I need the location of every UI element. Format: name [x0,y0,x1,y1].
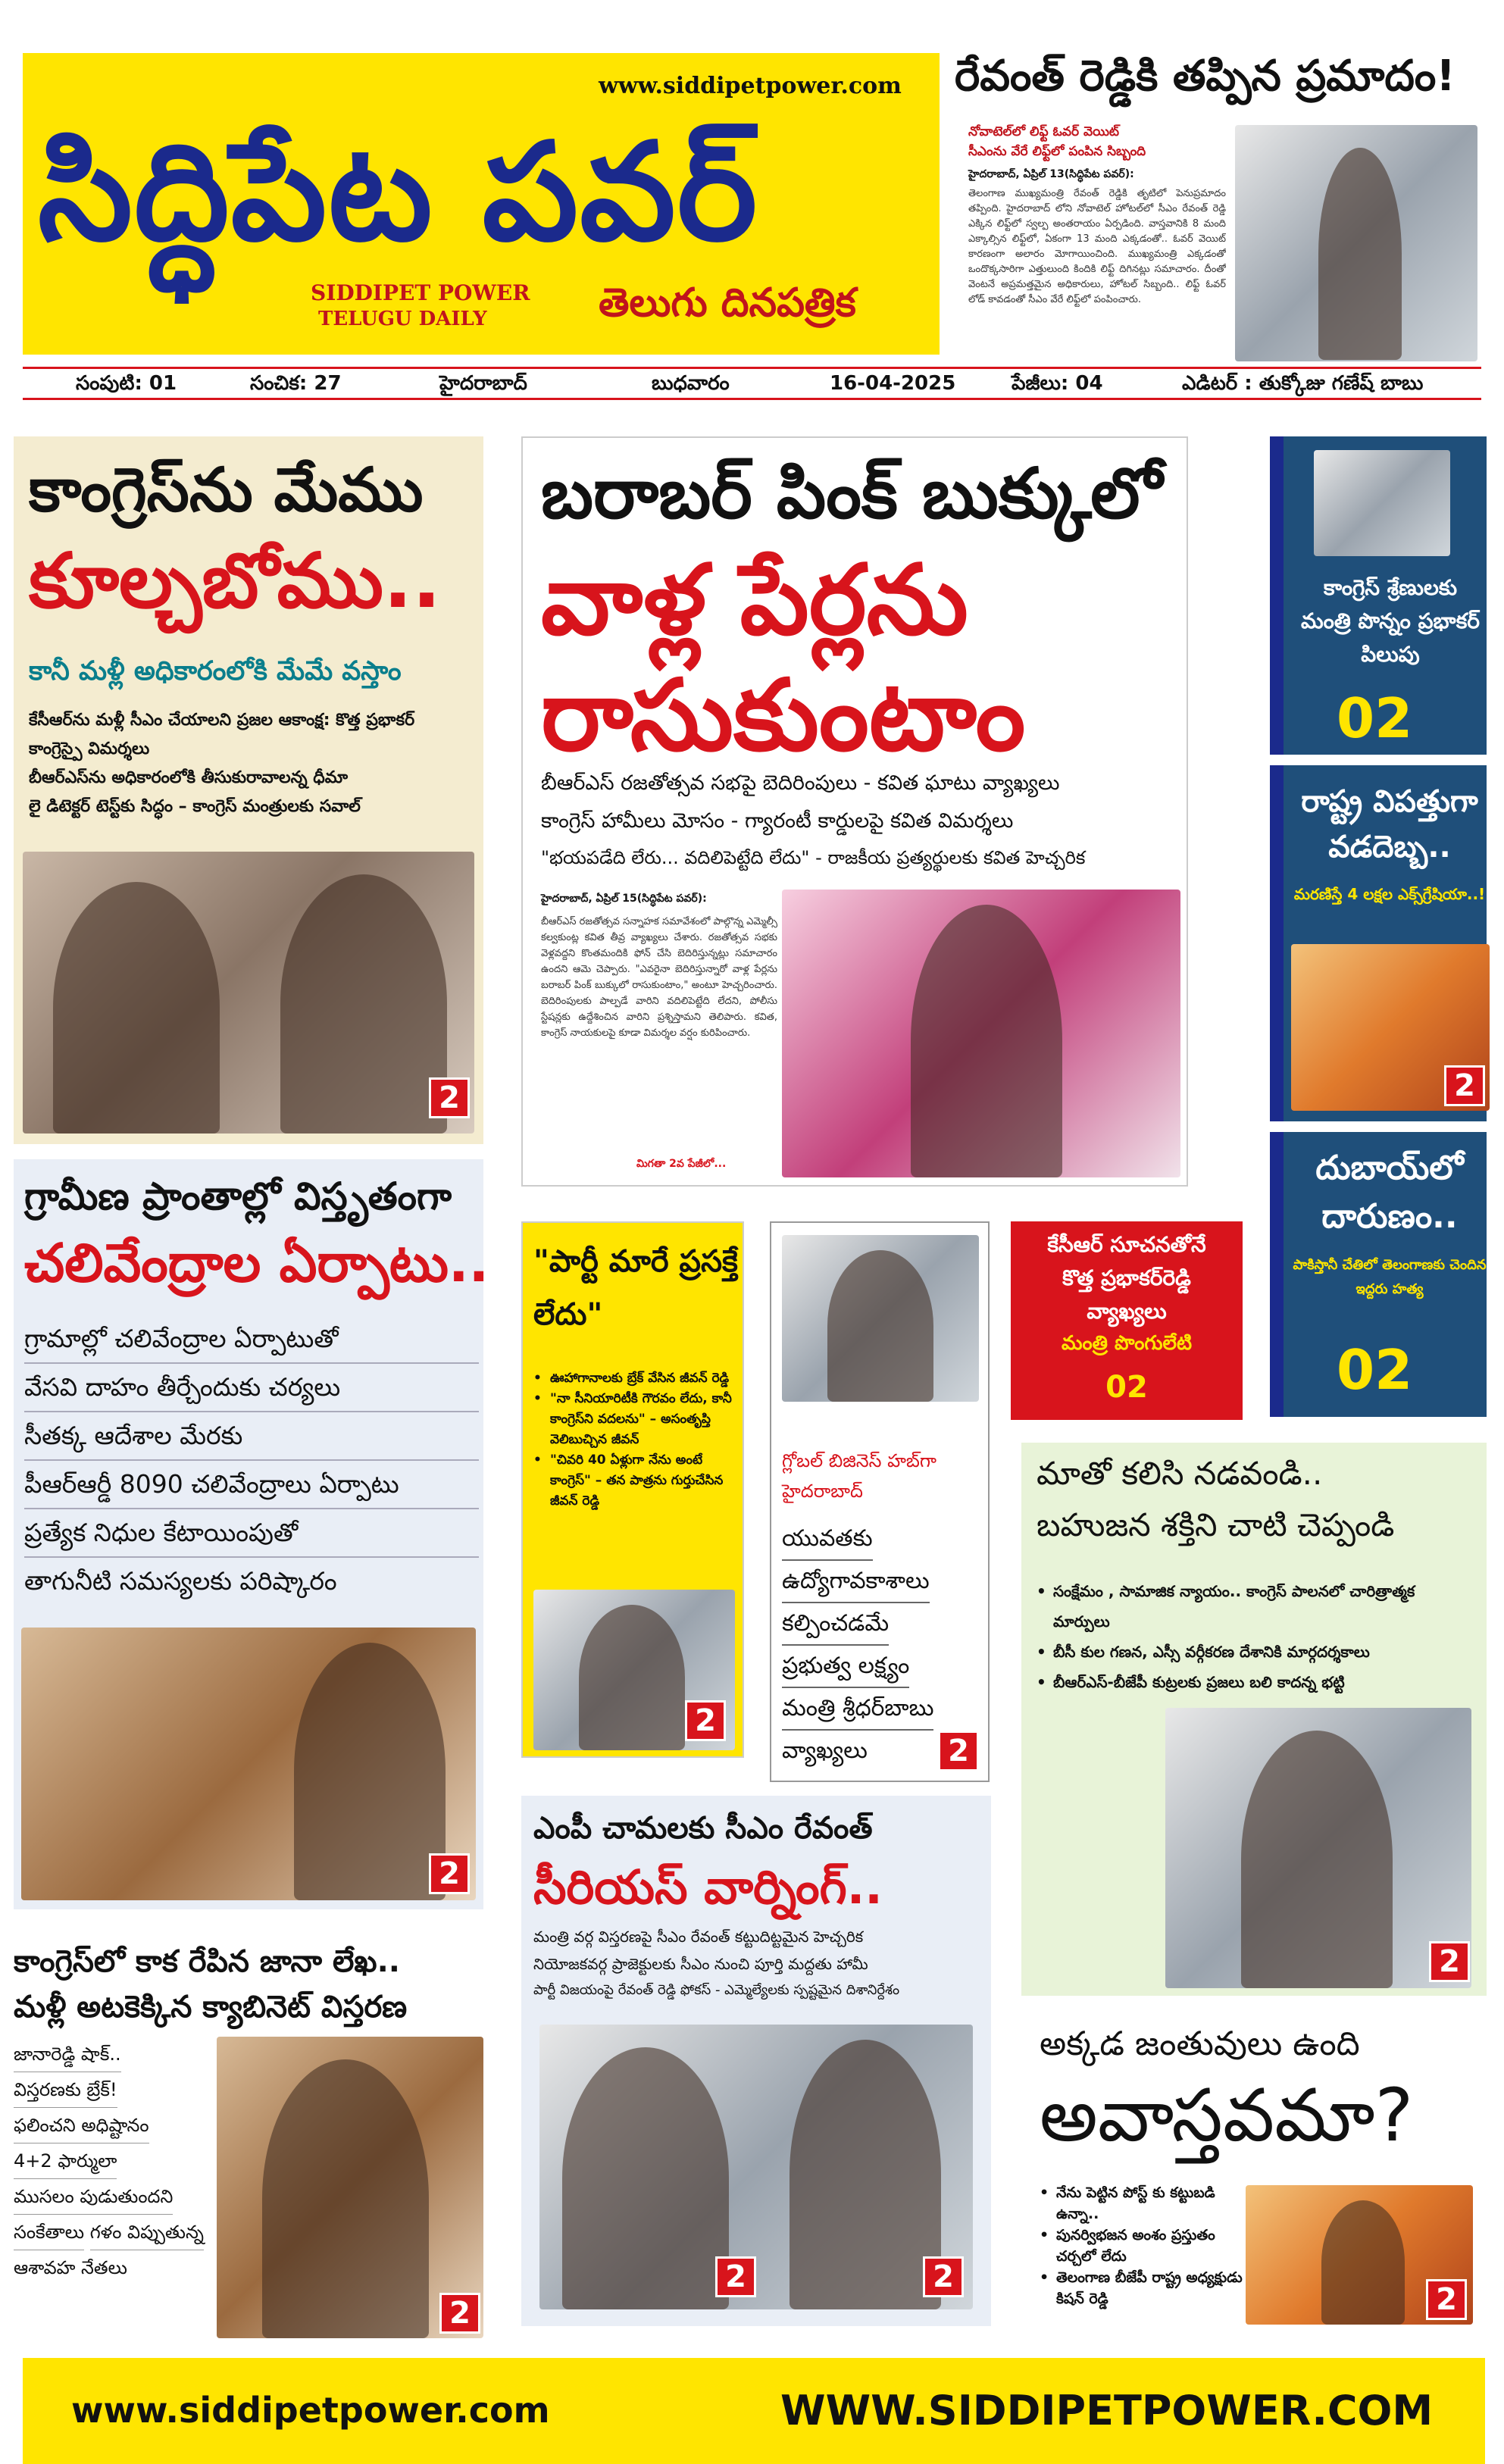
right-col-heatwave-sub: మరణిస్తే 4 లక్షల ఎక్స్‌గ్రేషియా..! [1293,885,1486,903]
chamala-story-line1: మంత్రి వర్గ విస్తరణపై సీఎం రేవంత్ కట్టుదిట్టమైన హెచ్చరిక [533,1928,864,1946]
cabinet-story-page-badge[interactable]: 2 [439,2293,480,2334]
center-lead-deck2: కాంగ్రెస్ హామీలు మోసం - గ్యారంటీ కార్డులపై కవిత విమర్శలు [541,809,1014,833]
top-right-bullet-1: నోవాటెల్‌లో లిఫ్ట్ ఓవర్ వెయిట్ [968,124,1120,139]
footer-website-left[interactable]: www.siddipetpower.com [71,2390,550,2431]
left-story1-line4: లై డిటెక్టర్ టెస్ట్‌కు సిద్ధం – కాంగ్రెస్ మంత్రులకు సవాల్ [29,797,361,816]
masthead-tagline: తెలుగు దినపత్రిక [599,280,856,326]
chamala-story-line3: పార్టీ విజయంపై రేవంత్ రెడ్డి ఫోకస్ - ఎమ్మెల్యేలకు స్పష్టమైన దిశానిర్దేశం [533,1982,900,1998]
left-story1-person-2 [280,874,447,1134]
kishan-story[interactable] [1021,2018,1487,2337]
kishan-story-bullet: • తెలంగాణ బీజేపీ రాష్ట్ర అధ్యక్షుడు కిషన్ రెడ్డి [1040,2267,1244,2309]
info-place: హైదరాబాద్ [439,372,527,395]
center-lead-continued[interactable]: మిగతా 2వ పేజీలో... [636,1158,727,1170]
center-lead-dateline: హైదరాబాద్, ఏప్రిల్ 15(సిద్ధిపేట పవర్): [541,893,707,905]
left-story2-photo-person [294,1643,446,1900]
chamala-story-head1: ఎంపీ చామలకు సీఎం రేవంత్ [533,1811,873,1846]
center-lead-photo [782,890,1180,1177]
kcr-box-line3: వ్యాఖ్యలు [1087,1299,1167,1324]
left-story1-line2: కాంగ్రెస్పై విమర్శలు [29,740,150,758]
global-hub-line: ప్రభుత్వ లక్ష్యం [782,1646,909,1688]
top-right-photo-person [1318,148,1402,360]
global-hub-photo-person [827,1250,933,1402]
info-day: బుధవారం [652,372,730,395]
global-hub-line: మంత్రి శ్రీధర్‌బాబు [782,1688,933,1731]
kcr-box-page[interactable]: 02 [1105,1370,1148,1405]
info-bar [23,367,1481,400]
right-col-ponnam[interactable] [1270,436,1487,755]
top-right-photo [1235,125,1477,361]
masthead-website[interactable]: www.siddipetpower.com [599,73,902,99]
chamala-story-page-badge-1[interactable]: 2 [715,2256,756,2297]
top-right-story [955,45,1485,364]
global-hub-line: కల్పించడమే [782,1603,889,1646]
party-story-photo-person [579,1605,685,1750]
left-story1-page-badge[interactable]: 2 [429,1077,470,1118]
chamala-story-photo [539,2025,973,2309]
right-col-dubai-page[interactable]: 02 [1337,1338,1413,1402]
kcr-box[interactable] [1011,1221,1243,1420]
left-story1-person-1 [53,882,220,1134]
right-col-heatwave-page[interactable]: 2 [1444,1065,1485,1106]
masthead-english-name: SIDDIPET POWER [311,280,530,305]
bhatti-story-photo-person [1241,1731,1393,1988]
chamala-story-head2: సీరియస్ వార్నింగ్.. [533,1859,883,1915]
party-story-page-badge[interactable]: 2 [685,1700,726,1741]
cabinet-story-line: విస్తరణకు బ్రేక్! [14,2072,117,2108]
center-lead-head1: బరాబర్ పింక్ బుక్కులో [541,453,1162,534]
info-volume: సంపుటి: 01 [76,372,177,395]
global-hub-story[interactable] [770,1221,990,1782]
info-date: 16-04-2025 [830,372,956,395]
kishan-story-bullets [1040,2182,1244,2309]
top-right-headline[interactable]: రేవంత్ రెడ్డికి తప్పిన ప్రమాదం! [955,52,1456,101]
global-hub-line: ఉద్యోగావకాశాలు [782,1561,930,1603]
left-story-water[interactable] [14,1159,489,1909]
top-right-body: తెలంగాణ ముఖ్యమంత్రి రేవంత్ రెడ్డికి తృటిలో పెనుప్రమాదం తప్పింది. హైదరాబాద్ లోని నోవాటెల్ హోటల్‌లో సీఎం రేవంత్ రెడ్డి ఎక్కిన లిఫ్ట్‌లో స్వల్ప అంతరాయం ఏర్పడింది. వాస్తవానికి 8 మంది ఎక్కాల్సిన లిఫ్ట్‌లో, ఏకంగా 13 మంది ఎక్కడంతో.. ఓవర్ వెయిట్ కారణంగా అలారం మోగాయించింది. ముఖ్యమంత్రి ఎక్కడంతో ఒందొక్కసారిగా ఎత్తులుంది కిందికి లిఫ్ట్ దిగినట్లు సమాచారం. దీంతో వెంటనే అప్రమత్తమైన అధికారులు, హోటల్ సిబ్బంది.. లిఫ్ట్ ఓవర్ లోడ్ కావడంతో సీఎం వేరే లిఫ్ట్‌లో పంపించారు. [968,188,1226,305]
left-story2-line: తాగునీటి సమస్యలకు పరిష్కారం [24,1566,337,1596]
right-col-heatwave-head: రాష్ట్ర విపత్తుగా వడదెబ్బ.. [1301,784,1478,865]
global-hub-photo [782,1235,979,1402]
info-pages: పేజీలు: 04 [1012,372,1103,395]
center-lead-photo-person [911,905,1062,1177]
center-lead-deck1: బీఆర్ఎస్ రజతోత్సవ సభపై బెదిరింపులు - కవిత ఘాటు వ్యాఖ్యలు [541,771,1060,795]
party-story-bullet: • "చివరి 40 ఏళ్లుగా నేను అంటే కాంగ్రెస్" – తన పాత్రను గుర్తుచేసిన జీవన్ రెడ్డి [533,1450,738,1512]
bhatti-story-bullet: • బీసీ కుల గణన, ఎస్సీ వర్గీకరణ దేశానికి మార్గదర్శకాలు [1037,1637,1476,1667]
global-hub-line: వ్యాఖ్యలు [782,1737,868,1764]
left-story2-line: ప్రత్యేక నిధుల కేటాయింపుతో [24,1509,479,1558]
cabinet-story-line: 4+2 ఫార్ములా [14,2143,117,2179]
party-story-bullets [533,1368,738,1512]
party-story-bullet: • ఊహాగానాలకు బ్రేక్ వేసిన జీవన్ రెడ్డి [533,1368,738,1389]
bhatti-story-bullet: • బీఆర్ఎస్-బీజేపీ కుట్రలకు ప్రజలు బలి కాదన్న భట్టి [1037,1667,1476,1697]
chamala-story-person-1 [562,2047,729,2309]
party-story-head: "పార్టీ మారే ప్రసక్తే లేదు" [533,1244,738,1332]
info-issue: సంచిక: 27 [250,372,342,395]
cabinet-story-line: సంకేతాలు [14,2215,84,2250]
cabinet-story-line: జానారెడ్డి షాక్.. [14,2037,121,2072]
masthead-english-sub: TELUGU DAILY [318,308,487,330]
chamala-story[interactable] [521,1796,991,2326]
kishan-story-bullet: • నేను పెట్టిన పోస్ట్ కు కట్టుబడి ఉన్నా.. [1040,2182,1244,2225]
global-hub-head: గ్లోబల్ బిజినెస్ హబ్‌గా హైదరాబాద్ [782,1450,937,1502]
footer-bar [23,2358,1485,2464]
left-story2-photo [21,1628,476,1900]
bhatti-story-head1: మాతో కలిసి నడవండి.. [1037,1455,1323,1492]
cabinet-story[interactable] [14,1932,483,2341]
right-col-ponnam-page[interactable]: 02 [1337,686,1413,750]
kishan-story-head2: అవాస్తవమా? [1040,2073,1414,2158]
right-col-ponnam-text: కాంగ్రెస్ శ్రేణులకు మంత్రి పొన్నం ప్రభాకర్ పిలుపు [1301,575,1480,667]
left-story1-photo [23,852,474,1134]
cabinet-story-lines [14,2037,226,2285]
bhatti-story-head2: బహుజన శక్తిని చాటి చెప్పండి [1037,1506,1395,1543]
kishan-story-head1: అక్కడ జంతువులు ఉంది [1040,2025,1360,2063]
center-lead-head3: రాసుకుంటాం [541,658,1026,773]
cabinet-story-line: ఆశావహ నేతలు [14,2257,127,2278]
left-story1-line3: బీఆర్ఎస్‌ను అధికారంలోకి తీసుకురావాలన్న ధీమా [29,768,349,787]
cabinet-story-line: ఫలించని అధిష్టానం [14,2108,149,2143]
cabinet-story-line: గళం విప్పుతున్న [90,2215,204,2250]
cabinet-story-head2: మళ్లీ అటకెక్కిన క్యాబినెట్ విస్తరణ [14,1990,408,2025]
right-col-dubai[interactable] [1270,1132,1487,1417]
top-right-dateline: హైదరాబాద్, ఏప్రిల్ 13(సిద్ధిపేట పవర్): [968,168,1134,180]
center-lead-head2: వాళ్ల పేర్లను [541,544,968,657]
chamala-story-person-2 [790,2040,941,2309]
chamala-story-page-badge-2[interactable]: 2 [923,2256,964,2297]
party-story[interactable] [521,1221,744,1758]
center-lead-deck3: "భయపడేది లేరు... వదిలిపెట్టేది లేదు" - రాజకీయ ప్రత్యర్థులకు కవిత హెచ్చరిక [541,847,1086,868]
left-story2-line: వేసవి దాహం తీర్చేందుకు చర్యలు [24,1364,479,1412]
right-col-heatwave[interactable] [1270,765,1487,1121]
left-story2-line: గ్రామాల్లో చలివేంద్రాల ఏర్పాటుతో [24,1315,479,1364]
right-col-dubai-sub: పాకిస్తానీ చేతిలో తెలంగాణకు చెందిన ఇద్దరు హత్య [1293,1257,1487,1297]
kcr-box-line1: కేసీఆర్ సూచనతోనే [1047,1232,1206,1257]
bhatti-story-bullets [1037,1576,1476,1697]
masthead-logo: సిద్ధిపేట పవర్ [38,114,759,270]
kishan-story-page-badge[interactable]: 2 [1426,2279,1467,2320]
left-story2-head2: చలివేంద్రాల ఏర్పాటు.. [24,1232,489,1294]
masthead [23,53,940,355]
center-lead-story[interactable] [521,436,1188,1187]
left-story1-head2: కూల్చబోము.. [29,536,441,625]
left-story1-head1: కాంగ్రెస్‌ను మేము [29,455,424,525]
kishan-story-photo-person [1321,2200,1405,2325]
left-story2-line: పీఆర్ఆర్డీ 8090 చలివేంద్రాలు ఏర్పాటు [24,1461,479,1509]
bhatti-story[interactable] [1021,1443,1487,1996]
chamala-story-line2: నియోజకవర్గ ప్రాజెక్టులకు సీఎం నుంచి పూర్తి మద్దతు హామీ [533,1955,868,1973]
global-hub-line: యువతకు [782,1518,873,1561]
party-story-bullet: • "నా సీనియారిటీకి గౌరవం లేదు, కానీ కాంగ్రెస్‌ని వదలను" – అసంతృప్తి వెలిబుచ్చిన జీవన్ [533,1389,738,1450]
right-col-ponnam-photo [1314,450,1450,556]
cabinet-story-photo-person [262,2059,429,2338]
bhatti-story-bullet: • సంక్షేమం , సామాజిక న్యాయం.. కాంగ్రెస్ పాలనలో చారిత్రాత్మక మార్పులు [1037,1576,1476,1637]
info-editor: ఎడిటర్ : తుక్కోజు గణేష్ బాబు [1182,372,1424,395]
left-story2-lines [24,1315,479,1605]
right-col-dubai-head: దుబాయ్‌లో దారుణం.. [1315,1149,1464,1236]
left-story2-page-badge[interactable]: 2 [429,1853,470,1894]
global-hub-page-badge[interactable]: 2 [938,1731,979,1771]
kcr-box-sub: మంత్రి పొంగులేటి [1061,1332,1193,1355]
left-story1-line1: కేసీఆర్‌ను మళ్లీ సీఎం చేయాలని ప్రజల ఆకాంక్ష: కొత్త ప్రభాకర్ [29,711,415,730]
left-story2-line: సీతక్క ఆదేశాల మేరకు [24,1412,479,1461]
kcr-box-line2: కొత్త ప్రభాకర్‌రెడ్డి [1062,1265,1191,1290]
left-story1-subhead: కానీ మళ్లీ అధికారంలోకి మేమే వస్తాం [29,656,402,686]
left-story2-head1: గ్రామీణ ప్రాంతాల్లో విస్తృతంగా [24,1174,452,1218]
top-right-bullet-2: సీఎంను వేరే లిఫ్ట్‌లో పంపిన సిబ్బంది [968,144,1146,159]
cabinet-story-head1: కాంగ్రెస్‌లో కాక రేపిన జానా లేఖ.. [14,1944,400,1979]
center-lead-body: బీఆర్ఎస్ రజతోత్సవ సన్నాహక సమావేశంలో పాల్గొన్న ఎమ్మెల్సీ కల్వకుంట్ల కవిత తీవ్ర వ్యాఖ్యలు చేశారు. రజతోత్సవ సభకు వెళ్లవద్దని కొంతమందికి ఫోన్ చేసి బెదిరిస్తున్నట్లు సమాచారం ఉందని ఆమె చెప్పారు. "ఎవరైనా బెదిరిస్తున్నారో వాళ్ల పేర్లను బరాబర్ పింక్ బుక్కులో రాసుకుంటాం," అంటూ హెచ్చరించారు. బెదిరింపులకు పాల్పడే వారిని వదిలిపెట్టేది లేదని, పోలీసు స్టేషన్లకు ఉద్దేశించిన వారిని ప్రశ్నిస్తామని తెలిపారు. కవిత, కాంగ్రెస్ నాయకులపై కూడా విమర్శల వర్షం కురిపించారు. [541,916,777,1039]
left-story-congress[interactable] [14,436,483,1144]
kishan-story-bullet: • పునర్విభజన అంశం ప్రస్తుతం చర్చలో లేదు [1040,2225,1244,2267]
bhatti-story-page-badge[interactable]: 2 [1429,1941,1470,1982]
footer-website-right[interactable]: WWW.SIDDIPETPOWER.COM [780,2387,1434,2434]
bhatti-story-photo [1165,1708,1471,1988]
cabinet-story-line: ముసలం పుడుతుందని [14,2179,173,2215]
